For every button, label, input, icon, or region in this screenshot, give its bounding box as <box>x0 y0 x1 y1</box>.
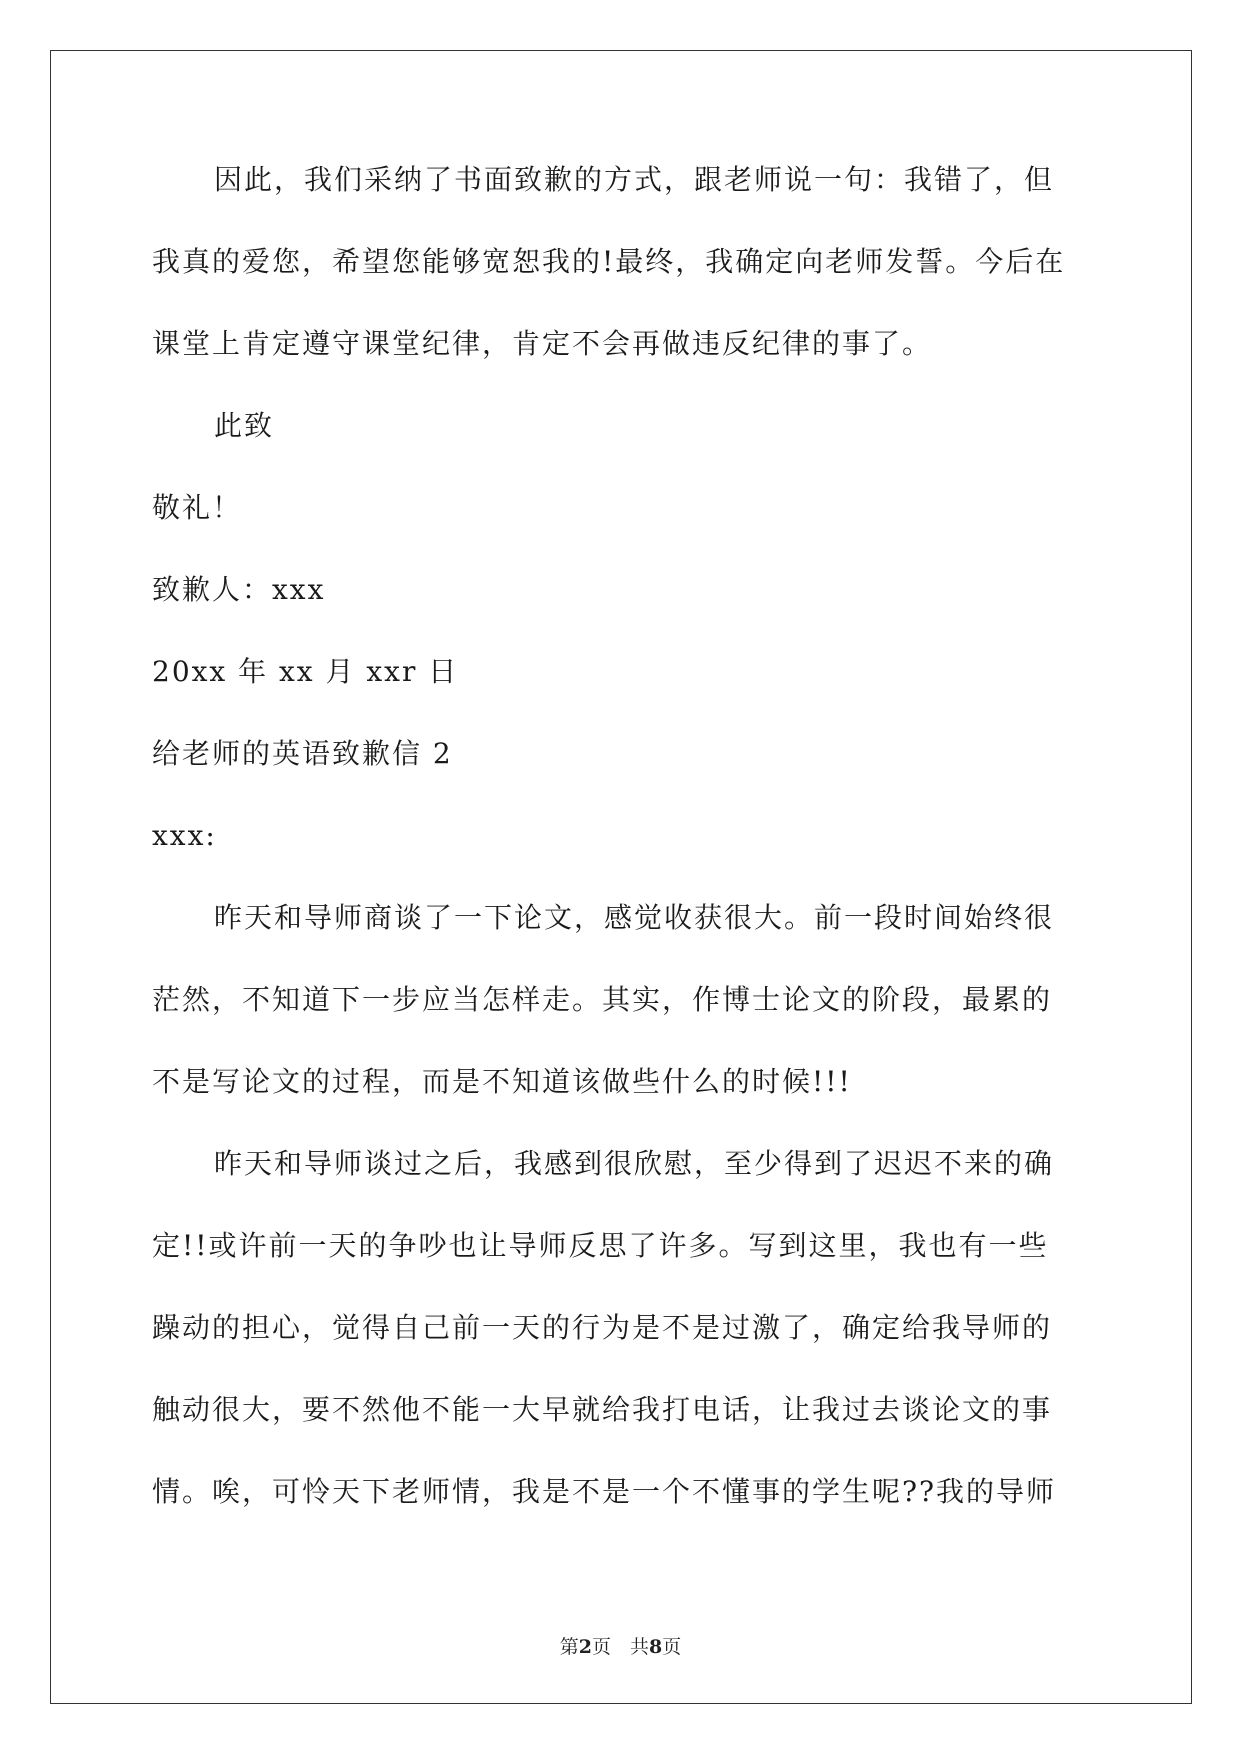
paragraph-line: 因此，我们采纳了书面致歉的方式，跟老师说一句：我错了，但 <box>214 163 1055 196</box>
page-prefix: 第 <box>559 1636 579 1658</box>
signature-line: 致歉人：xxx <box>152 573 326 606</box>
paragraph-line: 定!!或许前一天的争吵也让导师反思了许多。写到这里，我也有一些 <box>152 1229 1049 1262</box>
paragraph-line: 情。唉，可怜天下老师情，我是不是一个不懂事的学生呢??我的导师 <box>152 1475 1057 1508</box>
paragraph-line: 课堂上肯定遵守课堂纪律，肯定不会再做违反纪律的事了。 <box>152 327 933 360</box>
paragraph-line: 昨天和导师谈过之后，我感到很欣慰，至少得到了迟迟不来的确 <box>214 1147 1055 1180</box>
document-body <box>152 160 1092 1554</box>
date-line: 20xx 年 xx 月 xxr 日 <box>152 655 459 688</box>
page-footer <box>0 1632 1241 1659</box>
paragraph-line: 我真的爱您，希望您能够宽恕我的!最终，我确定向老师发誓。今后在 <box>152 245 1066 278</box>
page-suffix: 页 <box>662 1636 682 1658</box>
paragraph-line: 不是写论文的过程，而是不知道该做些什么的时候!!! <box>152 1065 852 1098</box>
paragraph-line: 茫然，不知道下一步应当怎样走。其实，作博士论文的阶段，最累的 <box>152 983 1053 1016</box>
paragraph-line: 躁动的担心，觉得自己前一天的行为是不是过激了，确定给我导师的 <box>152 1311 1053 1344</box>
section-title: 给老师的英语致歉信 2 <box>152 737 453 770</box>
page-mid: 页 共 <box>591 1636 649 1658</box>
paragraph-line: 昨天和导师商谈了一下论文，感觉收获很大。前一段时间始终很 <box>214 901 1055 934</box>
greeting-line: xxx: <box>152 819 217 852</box>
page-current-number: 2 <box>578 1636 592 1658</box>
closing-regards: 敬礼！ <box>152 491 243 524</box>
closing-salutation: 此致 <box>214 409 275 442</box>
page-total-number: 8 <box>649 1636 663 1658</box>
paragraph-line: 触动很大，要不然他不能一大早就给我打电话，让我过去谈论文的事 <box>152 1393 1053 1426</box>
